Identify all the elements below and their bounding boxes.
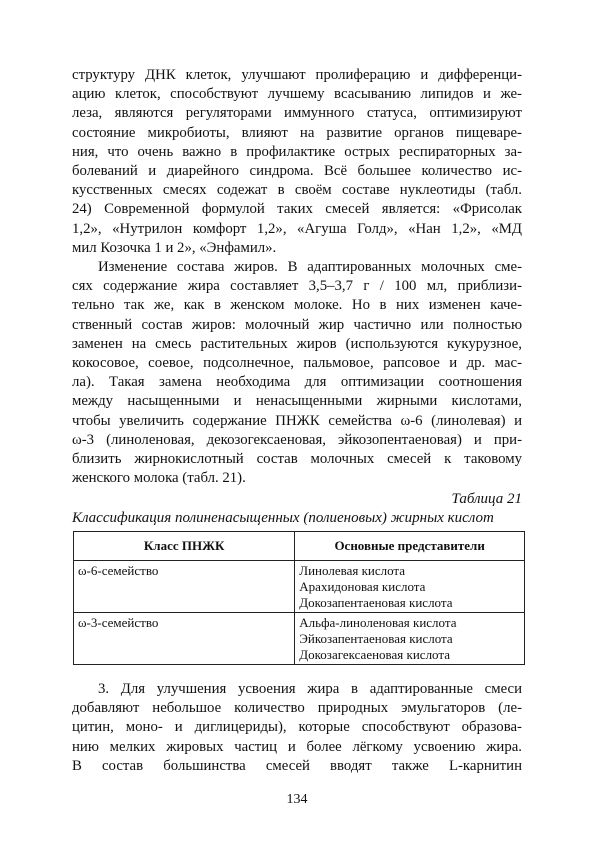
text-line: сях содержание жира составляет 3,5–3,7 г / 100 мл, приблизи- — [72, 278, 522, 295]
table-row — [74, 561, 525, 613]
column-header-representatives: Основные представители — [295, 532, 525, 561]
text-line: ла). Такая замена необходима для оптимизации соотношения — [72, 374, 522, 391]
page-number: 134 — [286, 792, 308, 807]
cell-class: ω-6-семейство — [74, 561, 295, 613]
text-line: ω-3 (линоленовая, декозогексаеновая, эйкозопентаеновая) и при- — [72, 431, 522, 448]
text-line: структуру ДНК клеток, улучшают пролиферацию и дифференци- — [72, 67, 522, 83]
text-line: добавляют небольшое количество природных эмульгаторов (ле- — [72, 700, 522, 717]
table-number: Таблица 21 — [451, 491, 522, 507]
text-line: мил Козочка 1 и 2», «Энфамил». — [72, 239, 277, 256]
text-line: 1,2», «Нутрилон комфорт 1,2», «Агуша Голд», «Нан 1,2», «МД — [72, 220, 522, 237]
representative: Докозагексаеновая кислота — [299, 647, 450, 662]
text-line: ацию клеток, способствуют лучшему всасыванию липидов и же- — [72, 86, 522, 103]
text-line: заменен на смесь растительных жиров (используются кукурузное, — [72, 335, 522, 352]
table-header-row — [74, 532, 525, 561]
text-line: В состав большинства смесей вводят также L-карнитин — [72, 757, 522, 774]
column-header-class: Класс ПНЖК — [74, 532, 295, 561]
representative: Альфа-линоленовая кислота — [299, 615, 457, 630]
text-line: между насыщенными и ненасыщенными жирными кислотами, — [72, 393, 522, 410]
pufa-classification-table — [73, 531, 525, 665]
text-line: леза, являются регуляторами иммунного статуса, оптимизируют — [72, 105, 522, 122]
paragraph-nucleotides — [72, 66, 522, 258]
text-line: 24) Современной формулой таких смесей является: «Фрисолак — [72, 201, 522, 218]
text-line: цитин, моно- и диглицериды), которые способствуют образова- — [72, 719, 522, 736]
text-line: ственный состав жиров: молочный жир частично или полностью — [72, 316, 522, 333]
paragraph-fat-composition — [72, 258, 522, 488]
text-line: кокосовое, соевое, подсолнечное, пальмовое, рапсовое и др. мас- — [72, 355, 522, 372]
cell-class: ω-3-семейство — [74, 613, 295, 665]
representative: Эйкозапентаеновая кислота — [299, 631, 453, 646]
text-line: кусственных смесях содежат в своём составе нуклеотиды (табл. — [72, 182, 522, 199]
text-line: болеваний и диарейного синдрома. Всё большее количество ис- — [72, 163, 522, 180]
cell-representatives — [295, 561, 525, 613]
representative: Арахидоновая кислота — [299, 579, 426, 594]
table-row — [74, 613, 525, 665]
text-line: ния, что очень важно в профилактике острых респираторных за- — [72, 143, 522, 160]
cell-representatives — [295, 613, 525, 665]
text-line: близить жирнокислотный состав молочных смесей к таковому — [72, 451, 522, 468]
text-line: нию мелких жировых частиц и более лёгкому усвоению жира. — [72, 738, 522, 755]
text-line: тельно так же, как в женском молоке. Но в них изменен каче- — [72, 297, 522, 314]
text-line: состояние микробиоты, влияют на развитие органов пищеваре- — [72, 124, 522, 141]
representative: Линолевая кислота — [299, 563, 406, 578]
table-title: Классификация полиненасыщенных (полиеновых) жирных кислот — [72, 510, 494, 526]
text-line: чтобы увеличить содержание ПНЖК семейства ω-6 (линолевая) и — [72, 412, 522, 429]
representative: Докозапентаеновая кислота — [299, 595, 453, 610]
text-line: 3. Для улучшения усвоения жира в адаптированные смеси — [98, 681, 522, 697]
text-line: женского молока (табл. 21). — [72, 470, 246, 487]
text-line: Изменение состава жиров. В адаптированных молочных сме- — [98, 259, 522, 275]
paragraph-emulsifiers — [72, 680, 522, 776]
